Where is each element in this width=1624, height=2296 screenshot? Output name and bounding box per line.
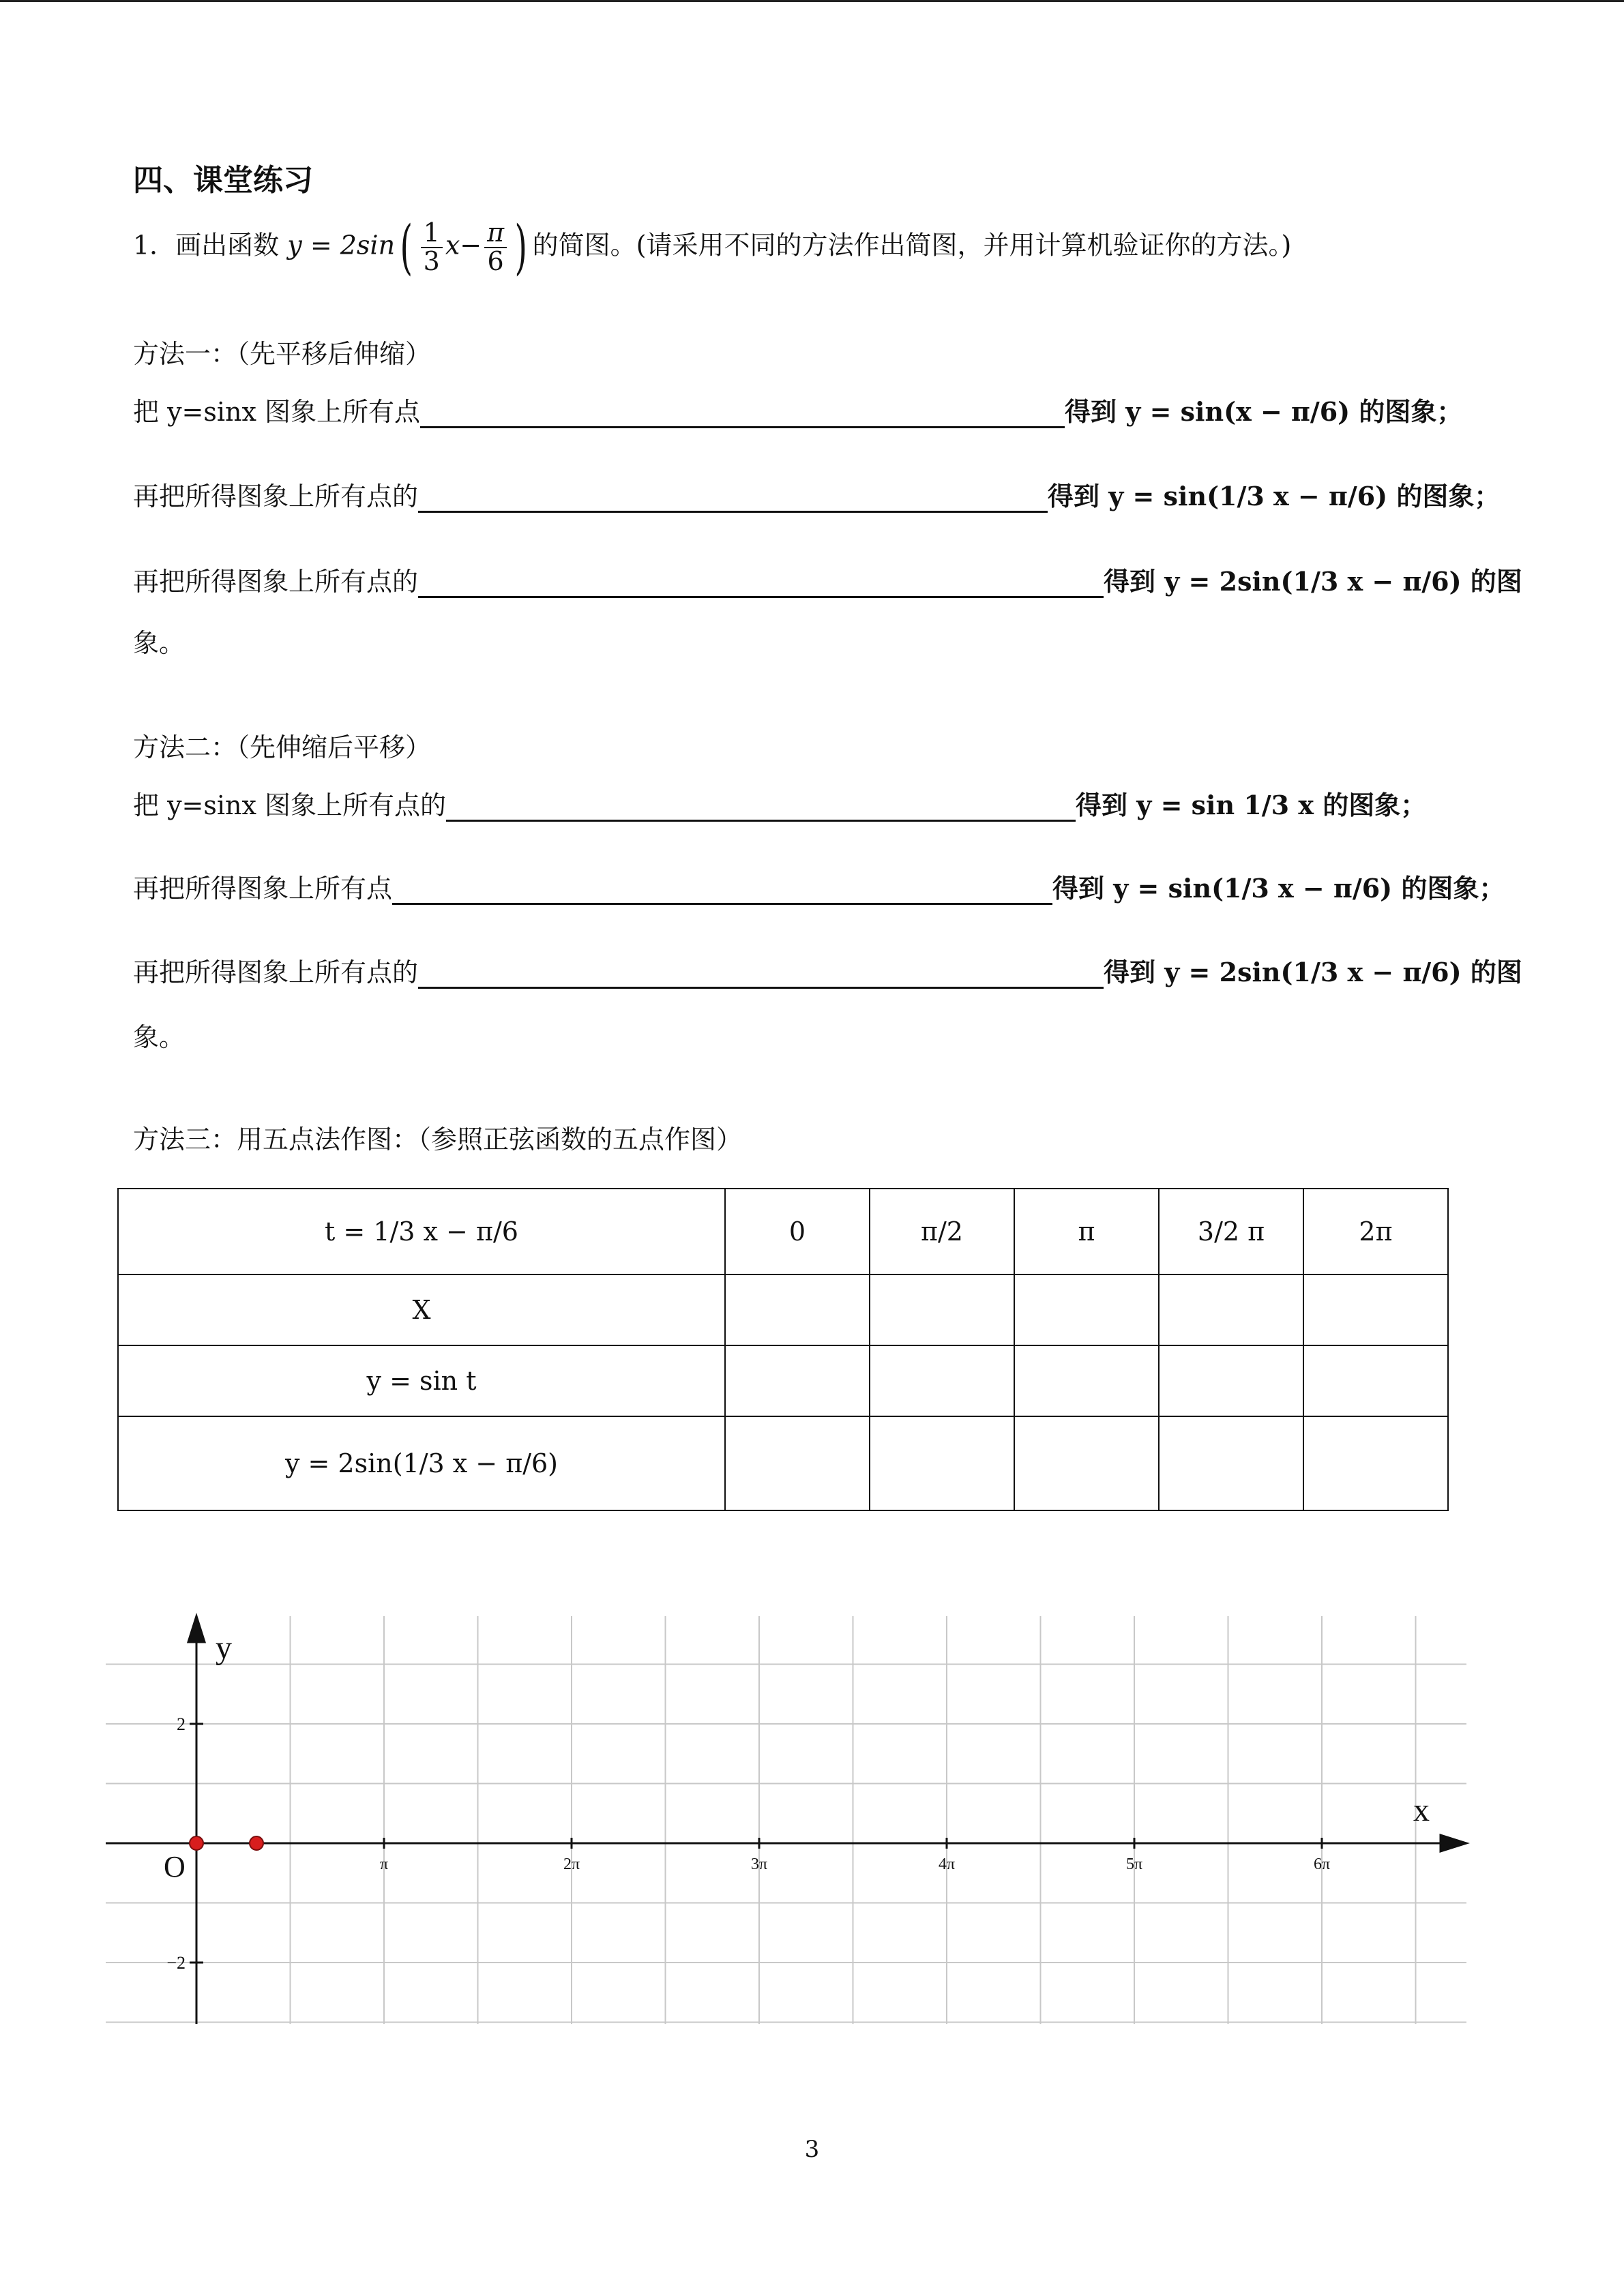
origin-label: O [164,1850,186,1883]
y-tick-label: 2 [177,1714,186,1734]
y-tick-label: −2 [166,1953,186,1973]
question-number: 1．画出函数 [133,230,280,260]
method2-title: 方法二：（先伸缩后平移） [133,732,432,762]
row-header-sin-t: y = sin t [118,1345,725,1416]
question-func-prefix: y = 2sin [287,230,396,260]
x-tick-label: 3π [750,1855,768,1873]
method1-line3-cont: 象。 [133,628,186,658]
t-value-0: 0 [725,1189,870,1274]
plotted-point [190,1836,203,1850]
x-tick-label: 6π [1313,1855,1331,1873]
method1-line3: 再把所得图象上所有点的 得到 y = 2sin(1/3 x − π/6) 的图 [133,566,1522,597]
page-number: 3 [804,2136,820,2163]
x-tick-label: 5π [1125,1855,1143,1873]
x-axis-label: x [1413,1792,1430,1828]
row-header-y: y = 2sin(1/3 x − π/6) [118,1416,725,1510]
method2-line3: 再把所得图象上所有点的 得到 y = 2sin(1/3 x − π/6) 的图 [133,957,1522,987]
plotted-point [250,1836,263,1850]
t-value-pi-2: π/2 [870,1189,1014,1274]
x-axis-arrow [1441,1835,1466,1851]
method3-title: 方法三：用五点法作图：（参照正弦函数的五点作图） [133,1124,743,1154]
method1-title: 方法一：（先平移后伸缩） [133,339,432,369]
x-tick-label: 2π [563,1855,580,1873]
frac-1-3: $\frac{1}{3}$ [421,220,443,275]
row-header-t: t = 1/3 x − π/6 [118,1189,725,1274]
row-header-x: X [118,1274,725,1345]
method2-line2: 再把所得图象上所有点 得到 y = sin(1/3 x − π/6) 的图象； [133,873,1505,904]
question-suffix: 的简图。(请采用不同的方法作出简图，并用计算机验证你的方法。) [532,230,1292,260]
method1-line2: 再把所得图象上所有点的 得到 y = sin(1/3 x − π/6) 的图象； [133,481,1501,511]
x-tick-label: π [379,1855,389,1873]
x-tick-label: 4π [938,1855,956,1873]
question-1: 1．画出函数 y = 2sin( $\frac{1}{3}$ x− $\frac{\pi}{6}$ ) 的简图。(请采用不同的方法作出简图，并用计算机验证你的方法。) [133,213,1292,282]
method1-line1: 把 y=sinx 图象上所有点 得到 y = sin(x − π/6) 的图象； [133,396,1463,427]
t-value-pi: π [1014,1189,1159,1274]
method2-line3-cont: 象。 [133,1022,186,1052]
method2-line1: 把 y=sinx 图象上所有点的 得到 y = sin 1/3 x 的图象； [133,790,1427,820]
section-heading: 四、课堂练习 [133,163,313,198]
t-value-3pi-2: 3/2 π [1159,1189,1303,1274]
frac-pi-6: $\frac{\pi}{6}$ [484,220,507,275]
y-axis-arrow [188,1616,205,1642]
y-axis-label: y [216,1630,232,1666]
t-value-2pi: 2π [1303,1189,1448,1274]
